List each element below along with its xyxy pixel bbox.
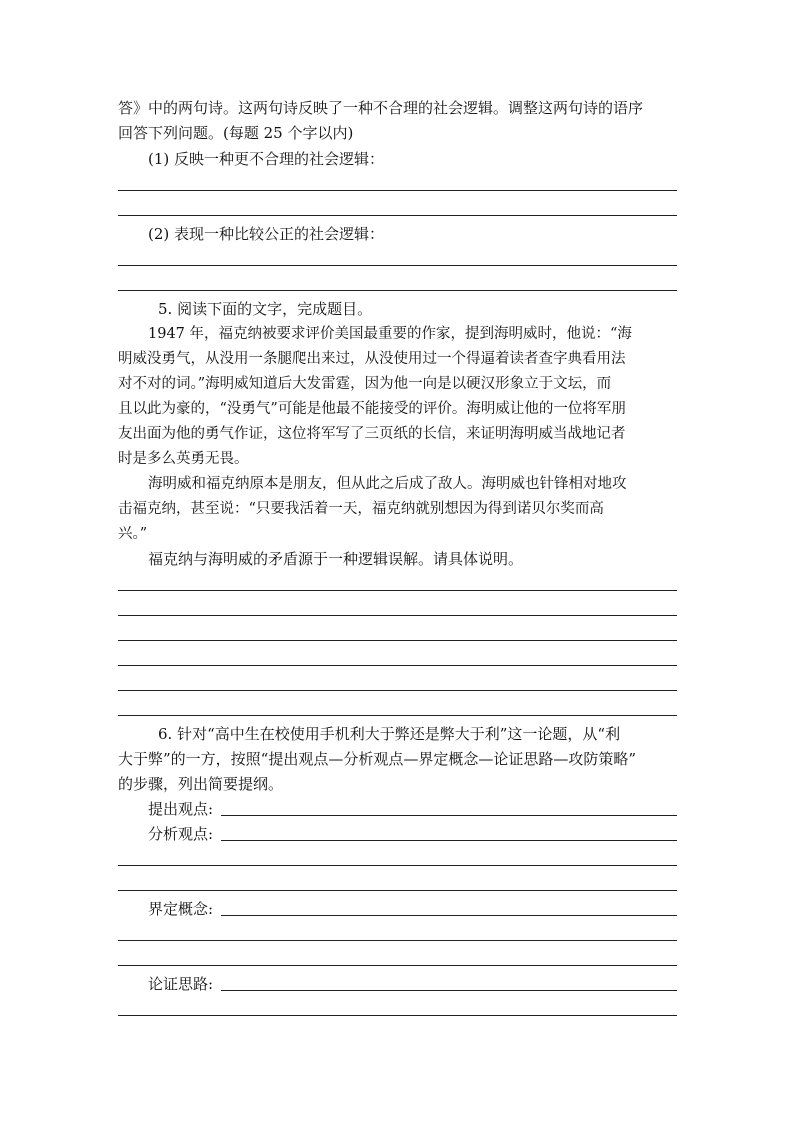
label-propose-view: 提出观点: xyxy=(148,800,214,818)
analyze-view-field[interactable] xyxy=(221,840,677,841)
label-analyze-view: 分析观点: xyxy=(148,825,214,843)
answer-line[interactable] xyxy=(118,940,677,941)
propose-view-field[interactable] xyxy=(221,815,677,816)
q5-passage-line: 击福克纳，甚至说：“只要我活着一天，福克纳就别想因为得到诺贝尔奖而高 xyxy=(118,501,604,517)
q5-passage-line: 且以此为豪的，“没勇气”可能是他最不能接受的评价。海明威让他的一位将军朋 xyxy=(118,401,626,417)
answer-line[interactable] xyxy=(118,715,677,716)
q5-passage-line: 海明威和福克纳原本是朋友，但从此之后成了敌人。海明威也针锋相对地攻 xyxy=(148,476,627,492)
q6-line-1: 6. 针对“高中生在校使用手机利大于弊还是弊大于利”这一论题，从“利 xyxy=(158,725,621,743)
answer-line[interactable] xyxy=(118,640,677,641)
q6-line-2: 大于弊”的一方，按照“提出观点—分析观点—界定概念—论证思路—攻防策略” xyxy=(118,750,637,768)
answer-line[interactable] xyxy=(118,215,677,216)
define-concept-field[interactable] xyxy=(221,915,677,916)
label-reasoning: 论证思路: xyxy=(148,975,214,993)
q4-line-1: 答》中的两句诗。这两句诗反映了一种不合理的社会逻辑。调整这两句诗的语序 xyxy=(118,99,644,117)
q5-passage-line: 对不对的词。”海明威知道后大发雷霆，因为他一向是以硬汉形象立于文坛，而 xyxy=(118,376,612,392)
q5-passage-line: 明威没勇气，从没用一条腿爬出来过，从没使用过一个得逼着读者查字典看用法 xyxy=(118,351,626,367)
answer-line[interactable] xyxy=(118,190,677,191)
answer-line[interactable] xyxy=(118,890,677,891)
q4-sub-question-1: (1) 反映一种更不合理的社会逻辑： xyxy=(148,150,385,168)
reasoning-field[interactable] xyxy=(221,990,677,991)
answer-line[interactable] xyxy=(118,290,677,291)
q5-passage-line: 1947 年，福克纳被要求评价美国最重要的作家，提到海明威时，他说：“海 xyxy=(148,326,632,342)
q5-passage-line: 友出面为他的勇气作证，这位将军写了三页纸的长信，来证明海明威当战地记者 xyxy=(118,426,626,442)
answer-line[interactable] xyxy=(118,1015,677,1016)
answer-line[interactable] xyxy=(118,265,677,266)
answer-line[interactable] xyxy=(118,665,677,666)
q6-line-3: 的步骤，列出简要提纲。 xyxy=(118,775,284,793)
q5-passage-line: 时是多么英勇无畏。 xyxy=(118,451,249,467)
q5-question: 福克纳与海明威的矛盾源于一种逻辑误解。请具体说明。 xyxy=(148,550,524,568)
answer-line[interactable] xyxy=(118,615,677,616)
answer-line[interactable] xyxy=(118,965,677,966)
answer-line[interactable] xyxy=(118,590,677,591)
label-define-concept: 界定概念: xyxy=(148,900,214,918)
q5-title: 5. 阅读下面的文字，完成题目。 xyxy=(158,300,373,318)
q4-line-2: 回答下列问题。(每题 25 个字以内) xyxy=(118,124,354,142)
q4-sub-question-2: (2) 表现一种比较公正的社会逻辑： xyxy=(148,225,385,243)
answer-line[interactable] xyxy=(118,865,677,866)
q5-passage-line: 兴。” xyxy=(118,526,148,542)
answer-line[interactable] xyxy=(118,690,677,691)
